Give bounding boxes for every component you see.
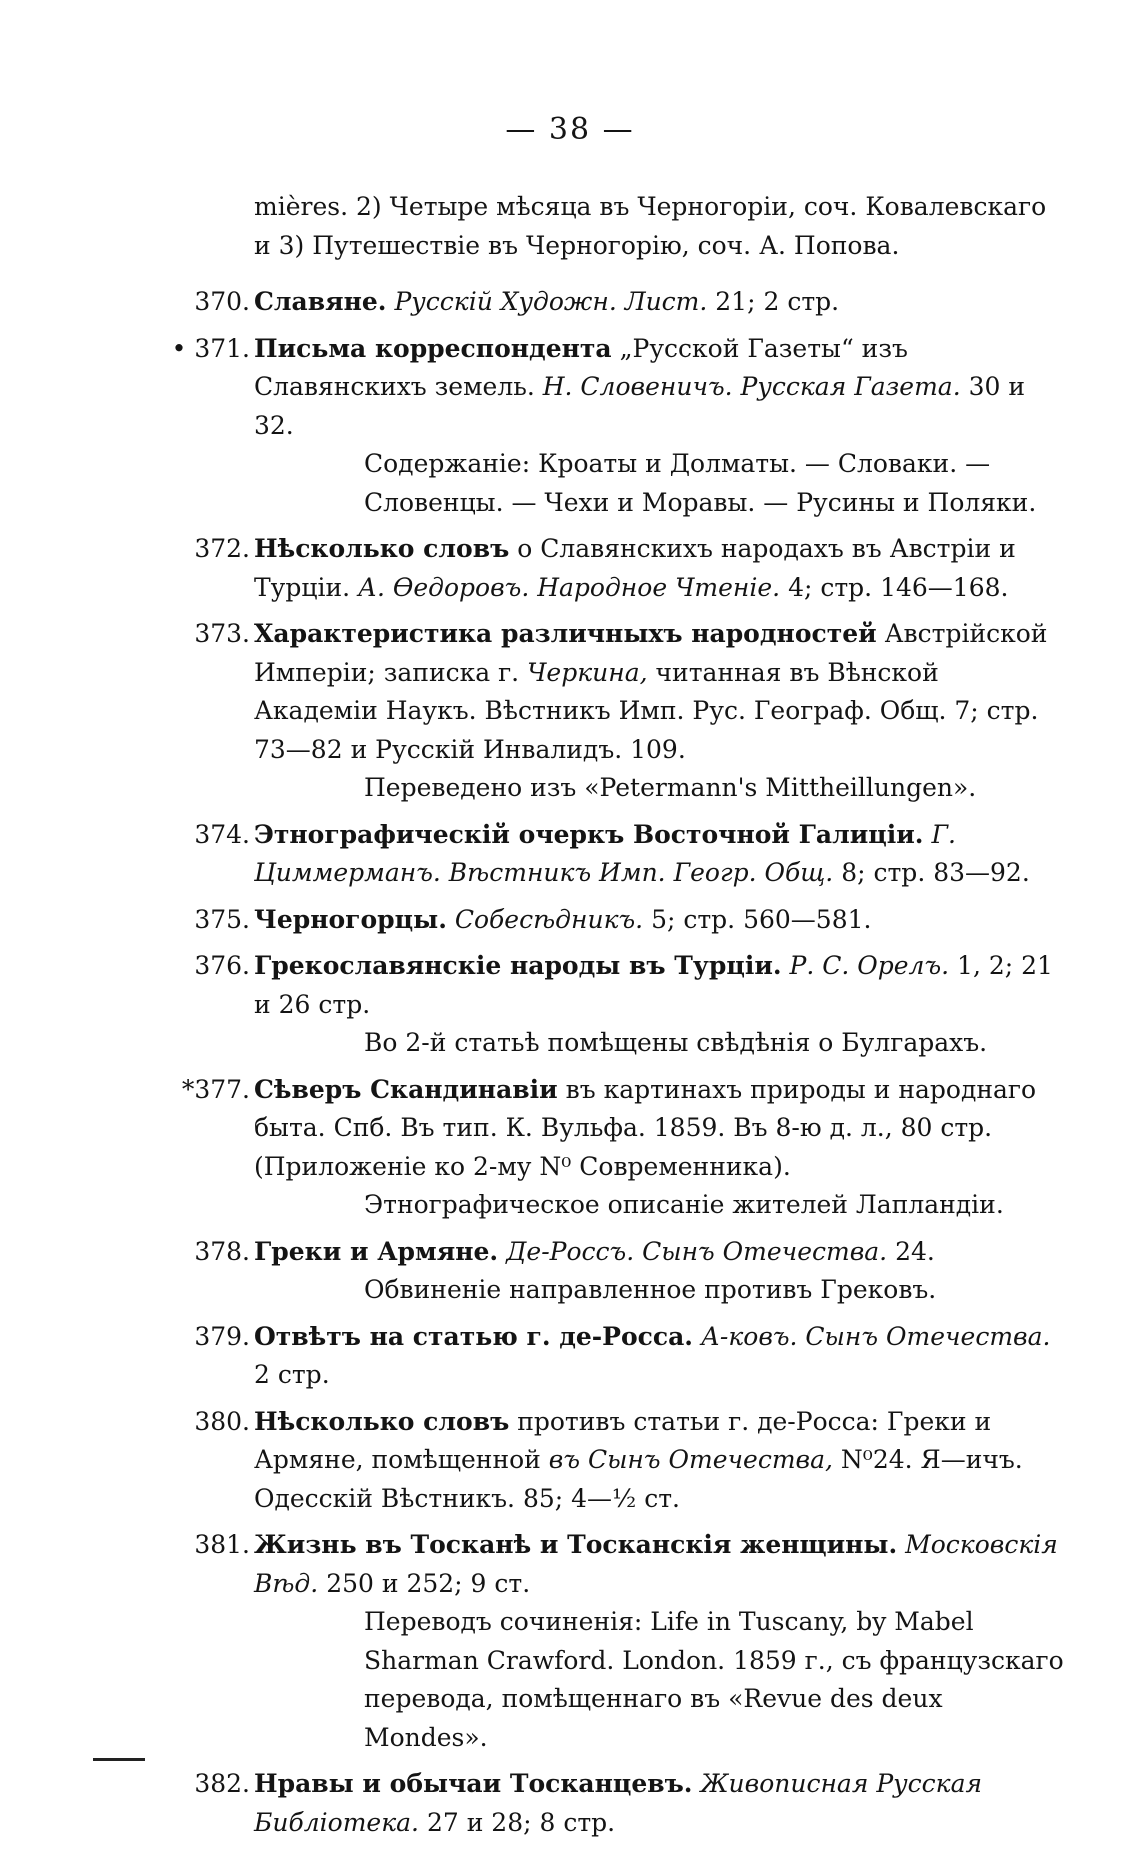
- entry-details: читанная въ Вѣнской Академіи Наукъ. Вѣстникъ Имп. Рус. Географ. Общ. 7; стр. 73—82 и Русскій Инвалидъ. 109.: [254, 657, 1039, 764]
- entry-source: въ Сынъ Отечества,: [548, 1445, 833, 1474]
- continuation-text: mières. 2) Четыре мѣсяца въ Черногоріи, соч. Ковалевскаго и 3) Путешествіе въ Черногорію, соч. А. Попова.: [254, 192, 1047, 260]
- entry-details: 8; стр. 83—92.: [841, 858, 1030, 887]
- entry-377: [150, 1071, 1070, 1225]
- entry-title: Нравы и обычаи Тосканцевъ.: [254, 1769, 693, 1798]
- entry-source: Русскій Художн. Лист.: [394, 287, 708, 316]
- entry-details: 250 и 252; 9 ст.: [326, 1568, 531, 1598]
- entry-note: Этнографическое описаніе жителей Лапландіи.: [364, 1190, 1004, 1219]
- entry-380: [150, 1403, 1070, 1519]
- entry-375: [150, 901, 1070, 940]
- entry-title: Этнографическій очеркъ Восточной Галиціи.: [254, 819, 924, 849]
- entry-details: 4; стр. 146—168.: [788, 572, 1009, 602]
- entry-number: 378.: [194, 1236, 250, 1266]
- entry-source: Московскія Вѣд.: [254, 1530, 1058, 1598]
- entry-source: А. Ѳедоровъ. Народное Чтеніе.: [358, 572, 781, 602]
- entry-source: Г. Циммерманъ. Вѣстникъ Имп. Геогр. Общ.: [254, 819, 956, 887]
- entry-extra: Австрійской Имперіи; записка г.: [254, 619, 1048, 687]
- margin-rule-mark: [93, 1758, 145, 1761]
- page-number: — 38 —: [505, 112, 635, 147]
- entry-source: Н. Словеничъ. Русская Газета.: [542, 372, 961, 401]
- entry-number: 381.: [194, 1530, 250, 1559]
- entry-source: Собесѣдникъ.: [454, 904, 644, 934]
- entry-381: [150, 1526, 1070, 1757]
- entry-382: [150, 1765, 1070, 1842]
- entry-number: 373.: [194, 619, 250, 648]
- entry-details: 2 стр.: [254, 1360, 330, 1389]
- entry-note: Обвиненіе направленное противъ Грековъ.: [364, 1275, 937, 1304]
- bibliography-list: [150, 188, 1070, 1850]
- entry-number: 376.: [194, 951, 250, 980]
- entry-title: Черногорцы.: [254, 904, 447, 934]
- entry-number: 375.: [194, 904, 250, 934]
- entry-372: [150, 530, 1070, 607]
- entry-source: А-ковъ. Сынъ Отечества.: [700, 1321, 1051, 1351]
- entry-title: Греки и Армяне.: [254, 1236, 499, 1266]
- entry-number: 380.: [194, 1406, 250, 1436]
- entry-title: Нѣсколько словъ: [254, 534, 510, 563]
- entry-details: 5; стр. 560—581.: [651, 904, 872, 934]
- entry-title: Письма корреспондента: [254, 333, 612, 363]
- entry-source: Черкина,: [527, 657, 648, 687]
- entry-title: Грекославянскіе народы въ Турціи.: [254, 951, 782, 980]
- entry-number: 372.: [194, 534, 250, 563]
- entry-title: Отвѣтъ на статью г. де-Росса.: [254, 1321, 693, 1351]
- entry-title: Характеристика различныхъ народностей: [254, 619, 877, 648]
- entry-title: Жизнь въ Тосканѣ и Тосканскія женщины.: [254, 1530, 898, 1559]
- entry-extra: противъ статьи г. де-Росса: Греки и Армяне, помѣщенной: [254, 1406, 992, 1474]
- entry-number: 379.: [194, 1321, 250, 1351]
- entry-note: Переведено изъ «Petermann's Mittheillungen».: [364, 773, 977, 802]
- entry-title: Славяне.: [254, 287, 387, 316]
- entry-source: Живописная Русская Библіотека.: [254, 1769, 983, 1837]
- entry-374: [150, 816, 1070, 893]
- entry-source: Р. С. Орелъ.: [789, 951, 950, 980]
- entry-details: 21; 2 стр.: [715, 287, 840, 316]
- entry-details: 1, 2; 21 и 26 стр.: [254, 951, 1053, 1019]
- entry-extra: въ картинахъ природы и народнаго быта. Спб. Въ тип. К. Вульфа. 1859. Въ 8-ю д. л., 80 стр. (Приложеніе ко 2-му N⁰ Современника).: [254, 1074, 1037, 1181]
- entry-details: N⁰24. Я—ичъ. Одесскій Вѣстникъ. 85; 4—½ ст.: [254, 1445, 1023, 1513]
- entry-number: 370.: [194, 287, 250, 316]
- entry-number: • 371.: [171, 333, 250, 363]
- entry-title: Нѣсколько словъ: [254, 1406, 510, 1436]
- entry-378: [150, 1233, 1070, 1310]
- entry-376: [150, 947, 1070, 1063]
- entry-details: 24.: [895, 1236, 935, 1266]
- entry-370: [150, 283, 1070, 322]
- entry-note: Во 2-й статьѣ помѣщены свѣдѣнія о Булгарахъ.: [364, 1028, 988, 1057]
- entry-note: Содержаніе: Кроаты и Долматы. — Словаки. — Словенцы. — Чехи и Моравы. — Русины и Поляки.: [364, 449, 1037, 517]
- entry-source: Де-Россъ. Сынъ Отечества.: [506, 1236, 888, 1266]
- entry-details: 27 и 28; 8 стр.: [426, 1807, 616, 1837]
- entry-title: Сѣверъ Скандинавіи: [254, 1074, 558, 1104]
- entry-number: 374.: [194, 819, 250, 849]
- entry-number: 382.: [194, 1769, 250, 1798]
- entry-371: [150, 330, 1070, 523]
- entry-details: 30 и 32.: [254, 372, 1026, 440]
- entry-extra: о Славянскихъ народахъ въ Австріи и Турціи.: [254, 534, 1016, 602]
- entry-373: [150, 615, 1070, 808]
- entry-number: *377.: [181, 1074, 250, 1104]
- entry-note: Переводъ сочиненія: Life in Tuscany, by Mabel Sharman Crawford. London. 1859 г., съ французскаго перевода, помѣщеннаго въ «Revue des deux Mondes».: [364, 1607, 1064, 1752]
- entry-379: [150, 1318, 1070, 1395]
- entry-extra: „Русской Газеты“ изъ Славянскихъ земель.: [254, 333, 908, 401]
